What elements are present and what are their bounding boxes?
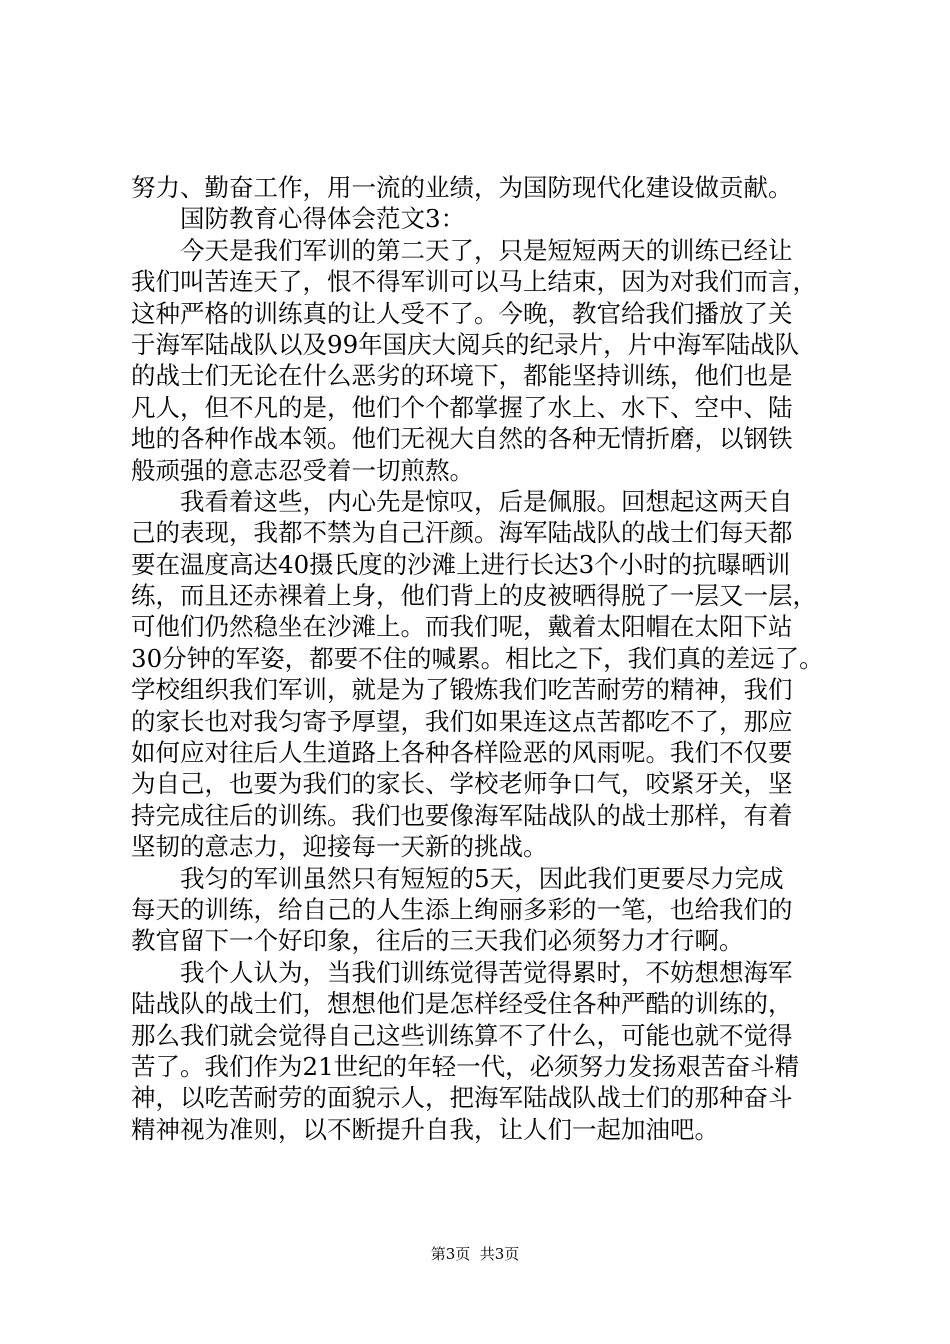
text-line: 凡人，但不凡的是，他们个个都掌握了水上、水下、空中、陆 <box>131 392 793 422</box>
text-line: 如何应对往后人生道路上各种各样险恶的风雨呢。我们不仅要 <box>131 738 793 768</box>
text-line: 那么我们就会觉得自己这些训练算不了什么，可能也就不觉得 <box>131 1020 793 1050</box>
text-line: 的家长也对我匀寄予厚望，我们如果连这点苦都吃不了，那应 <box>131 706 793 736</box>
text-line: 我个人认为，当我们训练觉得苦觉得累时，不妨想想海军 <box>180 957 793 987</box>
text-line: 练，而且还赤裸着上身，他们背上的皮被晒得脱了一层又一层， <box>131 581 817 611</box>
text-line: 教官留下一个好印象，往后的三天我们必须努力才行啊。 <box>131 926 744 956</box>
text-line: 每天的训练，给自己的人生添上绚丽多彩的一笔，也给我们的 <box>131 894 793 924</box>
document-body <box>131 172 824 1145</box>
text-line: 30分钟的军姿，都要不住的喊累。相比之下，我们真的差远了。 <box>131 643 824 673</box>
text-line: 我看着这些，内心先是惊叹，后是佩服。回想起这两天自 <box>180 486 793 516</box>
text-line: 精神视为准则，以不断提升自我，让人们一起加油吧。 <box>131 1114 719 1144</box>
text-line: 为自己，也要为我们的家长、学校老师争口气，咬紧牙关，坚 <box>131 769 793 799</box>
text-line: 地的各种作战本领。他们无视大自然的各种无情折磨，以钢铁 <box>131 424 793 454</box>
text-line: 神，以吃苦耐劳的面貌示人，把海军陆战队战士们的那种奋斗 <box>131 1083 793 1113</box>
text-line: 我们叫苦连天了，恨不得军训可以马上结束，因为对我们而言， <box>131 267 817 297</box>
text-line: 这种严格的训练真的让人受不了。今晚，教官给我们播放了关 <box>131 298 793 328</box>
text-line: 般顽强的意志忍受着一切煎熬。 <box>131 455 474 485</box>
text-line: 今天是我们军训的第二天了，只是短短两天的训练已经让 <box>180 235 793 265</box>
text-line: 可他们仍然稳坐在沙滩上。而我们呢，戴着太阳帽在太阳下站 <box>131 612 793 642</box>
text-line: 于海军陆战队以及99年国庆大阅兵的纪录片，片中海军陆战队 <box>131 329 800 359</box>
text-line: 持完成往后的训练。我们也要像海军陆战队的战士那样，有着 <box>131 800 793 830</box>
text-line: 我匀的军训虽然只有短短的5天，因此我们更要尽力完成 <box>180 863 784 893</box>
text-line: 己的表现，我都不禁为自己汗颜。海军陆战队的战士们每天都 <box>131 518 793 548</box>
text-line: 苦了。我们作为21世纪的年轻一代，必须努力发扬艰苦奋斗精 <box>131 1051 800 1081</box>
text-line: 学校组织我们军训，就是为了锻炼我们吃苦耐劳的精神，我们 <box>131 675 793 705</box>
page-number-footer: 第3页 共3页 <box>430 1245 520 1263</box>
text-line: 的战士们无论在什么恶劣的环境下，都能坚持训练，他们也是 <box>131 361 793 391</box>
text-line: 要在温度高达40摄氏度的沙滩上进行长达3个小时的抗曝晒训 <box>131 549 791 579</box>
text-line: 陆战队的战士们，想想他们是怎样经受住各种严酷的训练的， <box>131 989 793 1019</box>
text-line: 坚韧的意志力，迎接每一天新的挑战。 <box>131 832 548 862</box>
text-line: 努力、勤奋工作，用一流的业绩，为国防现代化建设做贡献。 <box>131 173 793 202</box>
section-heading: 国防教育心得体会范文3： <box>180 204 466 234</box>
